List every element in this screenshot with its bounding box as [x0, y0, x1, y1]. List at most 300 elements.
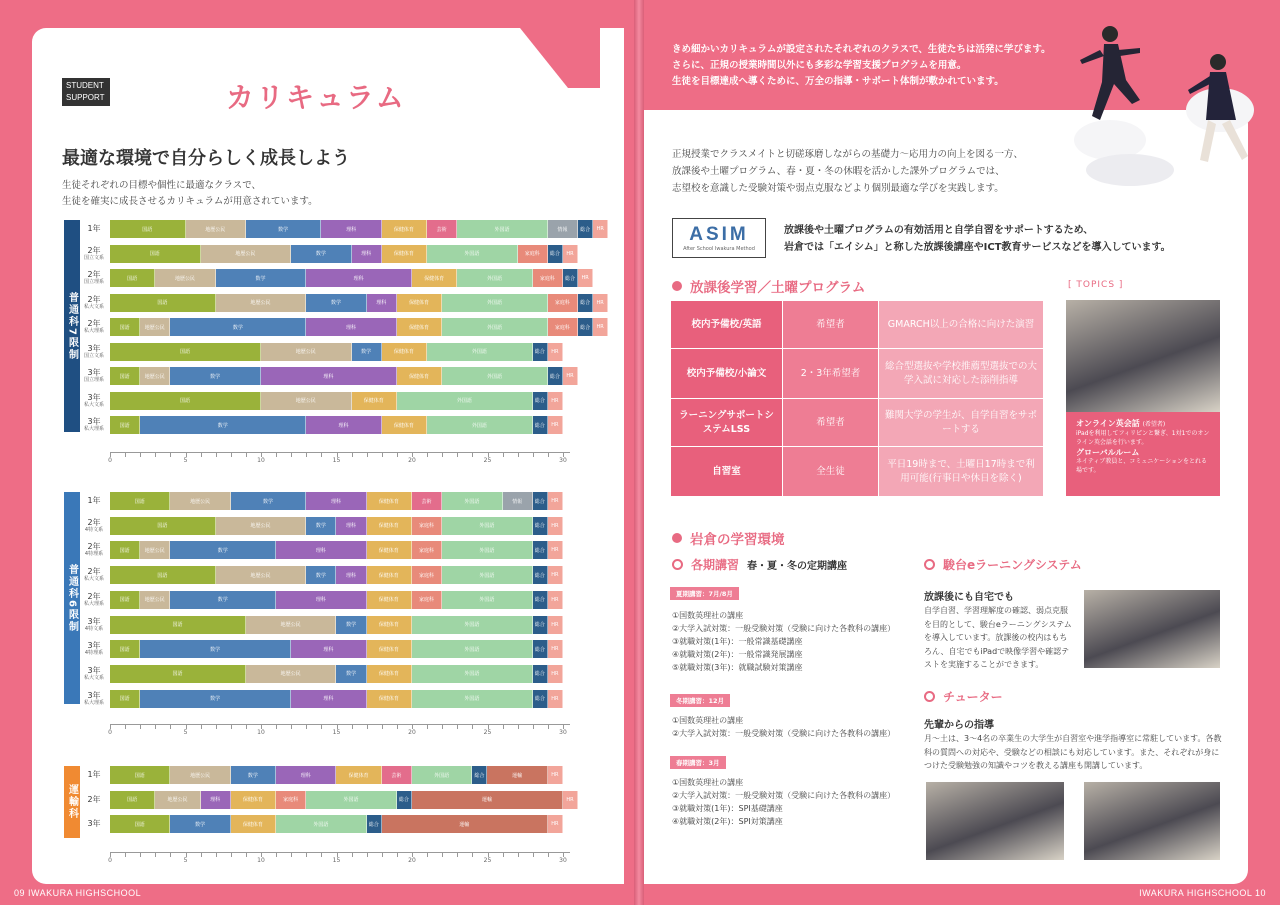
- chart-axis: [110, 452, 570, 466]
- bar-segment: 地歴公民: [216, 294, 307, 312]
- stacked-bar: [110, 416, 563, 434]
- axis-tick: [155, 853, 156, 857]
- axis-tick: [276, 853, 277, 857]
- axis-tick: [140, 853, 141, 857]
- bar-segment: HR: [563, 367, 578, 385]
- axis-tick: [216, 853, 217, 857]
- winter-list: [672, 714, 895, 740]
- bar-segment: 総合: [578, 318, 593, 336]
- bar-segment: 保健体育: [367, 591, 412, 609]
- bar-segment: HR: [593, 318, 608, 336]
- row-label: 2年 私大理系: [80, 320, 108, 334]
- bar-segment: HR: [563, 791, 578, 809]
- bar-segment: 地歴公民: [201, 245, 292, 263]
- bar-segment: 保健体育: [231, 791, 276, 809]
- row-label: 3年 国立文系: [80, 345, 108, 359]
- bar-segment: 総合: [548, 367, 563, 385]
- bar-segment: 理科: [291, 690, 367, 708]
- list-item: ②大学入試対策：一般受験対策（受験に向けた各教科の講座）: [672, 624, 896, 633]
- axis-tick: [518, 725, 519, 729]
- bar-segment: 地歴公民: [170, 492, 230, 510]
- kaki-subtitle: 春・夏・冬の定期講座: [747, 561, 848, 572]
- chart-row: [80, 294, 608, 312]
- axis-tick-label: 20: [408, 729, 416, 736]
- bar-segment: 理科: [336, 517, 366, 535]
- chart-row: [80, 665, 563, 683]
- bar-segment: HR: [548, 616, 563, 634]
- axis-tick: [352, 853, 353, 857]
- bar-segment: 国語: [110, 416, 140, 434]
- axis-tick-label: 0: [108, 457, 112, 464]
- program-desc: 難関大学の学生が、自学自習をサポートする: [879, 399, 1044, 447]
- sundai-title: 駿台eラーニングシステム: [943, 558, 1082, 572]
- tutor-heading: [924, 688, 1003, 705]
- row-label: 2年: [87, 794, 101, 804]
- program-name: 校内予備校/英語: [671, 301, 783, 349]
- bar-segment: 数学: [231, 766, 276, 784]
- tutor-title: チューター: [943, 690, 1003, 704]
- topics-label: [ TOPICS ]: [1068, 280, 1124, 290]
- chart-row: [80, 220, 608, 238]
- row-label: 1年: [87, 496, 101, 505]
- axis-tick-label: 0: [108, 857, 112, 864]
- axis-tick-label: 25: [483, 857, 492, 864]
- bar-segment: 家庭科: [518, 245, 548, 263]
- bar-segment: 総合: [548, 245, 563, 263]
- list-item: ⑤就職対策(3年)：就職試験対策講座: [672, 663, 803, 672]
- axis-tick: [321, 453, 322, 457]
- row-sublabel: 国立文系: [83, 352, 104, 359]
- bar-segment: 家庭科: [412, 541, 442, 559]
- axis-tick-label: 0: [108, 729, 112, 736]
- bar-segment: 数学: [246, 220, 322, 238]
- bar-segment: 国語: [110, 640, 140, 658]
- bar-segment: 地歴公民: [261, 392, 352, 410]
- bar-segment: 外国語: [427, 245, 518, 263]
- asim-line: 岩倉では「エイシム」と称した放課後講座やICT教育サービスなどを導入しています。: [784, 242, 1171, 253]
- stacked-bar: [110, 269, 593, 287]
- bar-segment: HR: [548, 640, 563, 658]
- classroom-photo: [1084, 590, 1220, 668]
- bar-segment: 外国語: [306, 791, 397, 809]
- list-item: ④就職対策(2年)：SPI対策講座: [672, 817, 783, 826]
- bar-segment: HR: [593, 294, 608, 312]
- para-line: 正規授業でクラスメイトと切磋琢磨しながらの基礎力〜応用力の向上を図る一方、: [672, 149, 1024, 160]
- program-desc: GMARCH以上の合格に向けた演習: [879, 301, 1044, 349]
- axis-tick: [442, 853, 443, 857]
- bar-segment: 理科: [276, 541, 367, 559]
- axis-tick-label: 20: [408, 857, 416, 864]
- chart-axis: [110, 852, 570, 866]
- bar-segment: 外国語: [457, 220, 548, 238]
- axis-tick: [170, 453, 171, 457]
- chart-row: [80, 343, 563, 361]
- bar-segment: 外国語: [442, 517, 533, 535]
- bar-segment: HR: [548, 416, 563, 434]
- stacked-bar: [110, 517, 563, 535]
- bar-segment: 数学: [336, 616, 366, 634]
- bar-segment: 総合: [533, 541, 548, 559]
- bar-segment: 理科: [352, 245, 382, 263]
- axis-tick: [216, 725, 217, 729]
- row-sublabel: 私大文系: [83, 576, 104, 583]
- row-label: 3年 4特文系: [80, 618, 108, 632]
- axis-tick-label: 10: [257, 729, 265, 736]
- axis-tick-label: 30: [559, 857, 567, 864]
- bar-segment: 保健体育: [382, 343, 427, 361]
- bar-segment: 保健体育: [367, 517, 412, 535]
- row-sublabel: 私大理系: [83, 600, 104, 607]
- bar-segment: 総合: [533, 416, 548, 434]
- row-sublabel: 私大理系: [83, 426, 104, 432]
- bar-segment: 外国語: [442, 294, 548, 312]
- axis-tick: [548, 725, 549, 729]
- bar-segment: 保健体育: [367, 690, 412, 708]
- axis-tick-label: 15: [332, 729, 341, 736]
- axis-tick: [291, 725, 292, 729]
- row-label: 2年 私大理系: [80, 593, 108, 607]
- program-name: 自習室: [671, 447, 783, 497]
- bar-segment: 外国語: [412, 690, 533, 708]
- program-desc: 総合型選抜や学校推薦型選抜での大学入試に対応した添削指導: [879, 349, 1044, 399]
- chart-row: [80, 566, 563, 584]
- chart-axis: [110, 724, 570, 738]
- bar-segment: 数学: [140, 640, 291, 658]
- tutor-photo-2: [1084, 782, 1220, 860]
- row-label: 1年: [87, 224, 101, 233]
- tutor-subheading: 先輩からの指導: [924, 720, 994, 731]
- axis-tick: [397, 725, 398, 729]
- bar-segment: 保健体育: [382, 416, 427, 434]
- row-label: 1年: [87, 770, 101, 779]
- summer-tag: 夏期講習：7月/8月: [670, 587, 739, 600]
- row-label: 3年 4特理系: [80, 642, 108, 656]
- bar-segment: HR: [548, 392, 563, 410]
- program-name: 校内予備校/小論文: [671, 349, 783, 399]
- asim-line: 放課後や土曜プログラムの有効活用と自学自習をサポートするため、: [784, 225, 1094, 236]
- chart-row: [80, 815, 563, 833]
- axis-tick: [246, 725, 247, 729]
- stacked-bar: [110, 566, 563, 584]
- stacked-bar: [110, 665, 563, 683]
- axis-tick: [306, 453, 307, 457]
- list-item: ①国数英理社の講座: [672, 716, 744, 725]
- bar-segment: 保健体育: [397, 367, 442, 385]
- stacked-bar: [110, 640, 563, 658]
- topics-box: [1066, 412, 1220, 496]
- axis-tick: [276, 725, 277, 729]
- stacked-bar: [110, 616, 563, 634]
- axis-tick-label: 5: [183, 457, 188, 464]
- bar-segment: 地歴公民: [246, 665, 337, 683]
- axis-tick-label: 25: [483, 729, 492, 736]
- bar-segment: 保健体育: [367, 616, 412, 634]
- bar-segment: HR: [548, 665, 563, 683]
- list-item: ①国数英理社の講座: [672, 611, 744, 620]
- chart-row: [80, 318, 608, 336]
- bar-segment: 運輸: [412, 791, 563, 809]
- para-line: 放課後や土曜プログラム、春・夏・冬の休暇を活かした課外プログラムでは、: [672, 166, 1005, 177]
- bar-segment: HR: [548, 766, 563, 784]
- bar-segment: 理科: [306, 492, 366, 510]
- table-row: [671, 447, 1044, 497]
- axis-tick: [442, 453, 443, 457]
- axis-tick: [306, 725, 307, 729]
- axis-tick: [457, 725, 458, 729]
- program-target: 希望者: [783, 301, 879, 349]
- chart-row: [80, 517, 563, 535]
- bar-segment: 数学: [170, 815, 230, 833]
- bar-segment: 理科: [336, 566, 366, 584]
- axis-tick: [518, 853, 519, 857]
- axis-tick: [231, 853, 232, 857]
- axis-tick: [533, 725, 534, 729]
- stacked-bar: [110, 791, 578, 809]
- axis-tick: [321, 853, 322, 857]
- program-desc: 平日19時まで、土曜日17時まで利用可能(行事日や休日を除く): [879, 447, 1044, 497]
- bar-segment: 理科: [306, 416, 382, 434]
- bar-segment: 総合: [533, 665, 548, 683]
- axis-tick: [201, 725, 202, 729]
- bar-segment: 家庭科: [412, 566, 442, 584]
- topic-title: グローバルルーム: [1076, 448, 1140, 457]
- bar-segment: 外国語: [397, 392, 533, 410]
- stacked-bar: [110, 492, 563, 510]
- bar-segment: 外国語: [427, 343, 533, 361]
- footer-right: IWAKURA HIGHSCHOOL 10: [1139, 888, 1266, 898]
- bar-segment: 総合: [367, 815, 382, 833]
- row-sublabel: 4特文系: [84, 526, 104, 533]
- axis-tick: [321, 725, 322, 729]
- bar-segment: HR: [548, 566, 563, 584]
- program-target: 2・3年希望者: [783, 349, 879, 399]
- axis-tick: [201, 453, 202, 457]
- bar-segment: 外国語: [442, 318, 548, 336]
- page-spine: [634, 0, 644, 905]
- bar-segment: 運輸: [487, 766, 547, 784]
- program-name: ラーニングサポートシステムLSS: [671, 399, 783, 447]
- axis-tick: [533, 453, 534, 457]
- axis-tick: [367, 725, 368, 729]
- axis-tick: [427, 853, 428, 857]
- bar-segment: 国語: [110, 220, 186, 238]
- page-title: カリキュラム: [226, 81, 406, 114]
- axis-tick-label: 30: [559, 729, 567, 736]
- bar-segment: 保健体育: [367, 566, 412, 584]
- bar-segment: 数学: [170, 318, 306, 336]
- bar-segment: 総合: [533, 517, 548, 535]
- row-label: 2年 国立理系: [80, 271, 108, 285]
- axis-tick: [397, 453, 398, 457]
- bar-segment: 外国語: [412, 766, 472, 784]
- axis-tick: [216, 453, 217, 457]
- stacked-bar: [110, 220, 608, 238]
- bar-segment: 理科: [276, 766, 336, 784]
- bar-segment: HR: [548, 591, 563, 609]
- axis-tick-label: 10: [257, 857, 265, 864]
- axis-tick: [246, 853, 247, 857]
- bar-segment: 地歴公民: [140, 318, 170, 336]
- bar-segment: 理科: [306, 318, 397, 336]
- axis-tick: [382, 453, 383, 457]
- bar-segment: 外国語: [412, 616, 533, 634]
- group-label: 普通科6限制: [64, 492, 80, 704]
- axis-tick: [170, 725, 171, 729]
- axis-tick-label: 5: [183, 857, 188, 864]
- bar-segment: 理科: [321, 220, 381, 238]
- stacked-bar: [110, 245, 578, 263]
- bar-segment: 国語: [110, 343, 261, 361]
- bar-segment: 保健体育: [367, 640, 412, 658]
- row-label: 2年 4特理系: [80, 543, 108, 557]
- axis-tick: [457, 853, 458, 857]
- axis-tick: [427, 725, 428, 729]
- axis-tick: [503, 725, 504, 729]
- bar-segment: 総合: [533, 492, 548, 510]
- row-label: 3年 私大理系: [80, 418, 108, 432]
- section-title: 放課後学習／土曜プログラム: [690, 280, 866, 296]
- axis-tick: [397, 853, 398, 857]
- row-label: 2年 国立文系: [80, 247, 108, 261]
- program-target: 全生徒: [783, 447, 879, 497]
- stacked-bar: [110, 343, 563, 361]
- axis-tick: [170, 853, 171, 857]
- bar-segment: 地歴公民: [140, 591, 170, 609]
- bar-segment: 情報: [548, 220, 578, 238]
- row-sublabel: 4特理系: [84, 551, 104, 558]
- bar-segment: HR: [563, 245, 578, 263]
- axis-tick: [548, 453, 549, 457]
- bar-segment: 保健体育: [231, 815, 276, 833]
- list-item: ①国数英理社の講座: [672, 778, 744, 787]
- axis-tick: [231, 725, 232, 729]
- bar-segment: 国語: [110, 517, 216, 535]
- stacked-bar: [110, 294, 608, 312]
- bar-segment: 地歴公民: [216, 566, 307, 584]
- spring-tag: 春期講習：3月: [670, 756, 726, 769]
- axis-tick: [140, 453, 141, 457]
- row-label: 2年 私大文系: [80, 568, 108, 582]
- bar-segment: 総合: [533, 640, 548, 658]
- axis-tick: [306, 853, 307, 857]
- list-item: ②大学入試対策：一般受験対策（受験に向けた各教科の講座）: [672, 729, 896, 738]
- bar-segment: 保健体育: [352, 392, 397, 410]
- bar-segment: HR: [548, 343, 563, 361]
- row-label: 3年 私大理系: [80, 692, 108, 706]
- page-subtitle: 最適な環境で自分らしく成長しよう: [62, 148, 350, 169]
- axis-tick: [231, 453, 232, 457]
- list-item: ③就職対策(1年)：SPI基礎講座: [672, 804, 783, 813]
- row-label: 2年 4特文系: [80, 519, 108, 533]
- winter-tag: 冬期講習：12月: [670, 694, 730, 707]
- row-label: 3年 国立理系: [80, 369, 108, 383]
- stacked-bar: [110, 541, 563, 559]
- bar-segment: 国語: [110, 566, 216, 584]
- bar-segment: 外国語: [442, 566, 533, 584]
- bar-segment: 数学: [170, 591, 276, 609]
- topic-title: オンライン英会話: [1076, 419, 1140, 428]
- bar-segment: HR: [548, 815, 563, 833]
- topic-tag: (希望者): [1142, 421, 1166, 428]
- bar-segment: 国語: [110, 541, 140, 559]
- axis-tick: [125, 853, 126, 857]
- bar-segment: 保健体育: [336, 766, 381, 784]
- bar-segment: 数学: [140, 690, 291, 708]
- axis-tick: [125, 453, 126, 457]
- bar-segment: 外国語: [412, 640, 533, 658]
- bar-segment: 理科: [367, 294, 397, 312]
- bar-segment: HR: [548, 690, 563, 708]
- spring-list: [672, 776, 895, 828]
- bar-segment: 地歴公民: [186, 220, 246, 238]
- bar-segment: 国語: [110, 665, 246, 683]
- intro-line: 生徒を目標達成へ導くために、万全の指導・サポート体制が敷かれています。: [672, 76, 1004, 87]
- bar-segment: 総合: [472, 766, 487, 784]
- bullet-dot-icon: [672, 533, 682, 543]
- chart-row: [80, 416, 563, 434]
- bar-segment: HR: [578, 269, 593, 287]
- chart-row: [80, 616, 563, 634]
- bar-segment: 情報: [503, 492, 533, 510]
- bar-segment: 地歴公民: [155, 269, 215, 287]
- row-sublabel: 国立理系: [83, 279, 104, 285]
- bar-segment: 家庭科: [276, 791, 306, 809]
- bar-segment: 数学: [170, 541, 276, 559]
- axis-tick-label: 30: [559, 457, 567, 464]
- bar-segment: 地歴公民: [216, 517, 307, 535]
- chart-row: [80, 591, 563, 609]
- row-sublabel: 国立文系: [83, 254, 104, 261]
- axis-tick-label: 20: [408, 457, 416, 464]
- bar-segment: 総合: [533, 343, 548, 361]
- chart-row: [80, 367, 578, 385]
- axis-tick: [503, 853, 504, 857]
- axis-tick-label: 5: [183, 729, 188, 736]
- axis-tick: [472, 725, 473, 729]
- bar-segment: 保健体育: [367, 541, 412, 559]
- bar-segment: 保健体育: [367, 492, 412, 510]
- axis-tick: [472, 453, 473, 457]
- bar-segment: 外国語: [412, 665, 533, 683]
- group-label: 普通科7限制: [64, 220, 80, 432]
- chart-row: [80, 640, 563, 658]
- axis-tick: [155, 453, 156, 457]
- axis-tick: [291, 853, 292, 857]
- stacked-bar: [110, 815, 563, 833]
- stacked-bar: [110, 318, 608, 336]
- section-learning-env: [672, 528, 785, 548]
- list-item: ③就職対策(1年)：一般常識基礎講座: [672, 637, 803, 646]
- bar-segment: 国語: [110, 492, 170, 510]
- bar-segment: 国語: [110, 591, 140, 609]
- bar-segment: 数学: [352, 343, 382, 361]
- bar-segment: 外国語: [442, 591, 533, 609]
- bar-segment: 数学: [306, 517, 336, 535]
- asim-description: [784, 222, 1171, 256]
- axis-tick: [533, 853, 534, 857]
- bar-segment: 地歴公民: [261, 343, 352, 361]
- stacked-bar: [110, 766, 563, 784]
- row-sublabel: 私大文系: [83, 674, 104, 681]
- bar-segment: 総合: [578, 220, 593, 238]
- bar-segment: 国語: [110, 815, 170, 833]
- bar-segment: 理科: [276, 591, 367, 609]
- topic-text: iPadを利用してフィリピンと繋ぎ、1対1でのオンライン英会話を行います。: [1076, 430, 1210, 446]
- axis-tick: [352, 725, 353, 729]
- chart-row: [80, 766, 563, 784]
- axis-tick: [367, 853, 368, 857]
- axis-tick-label: 15: [332, 857, 341, 864]
